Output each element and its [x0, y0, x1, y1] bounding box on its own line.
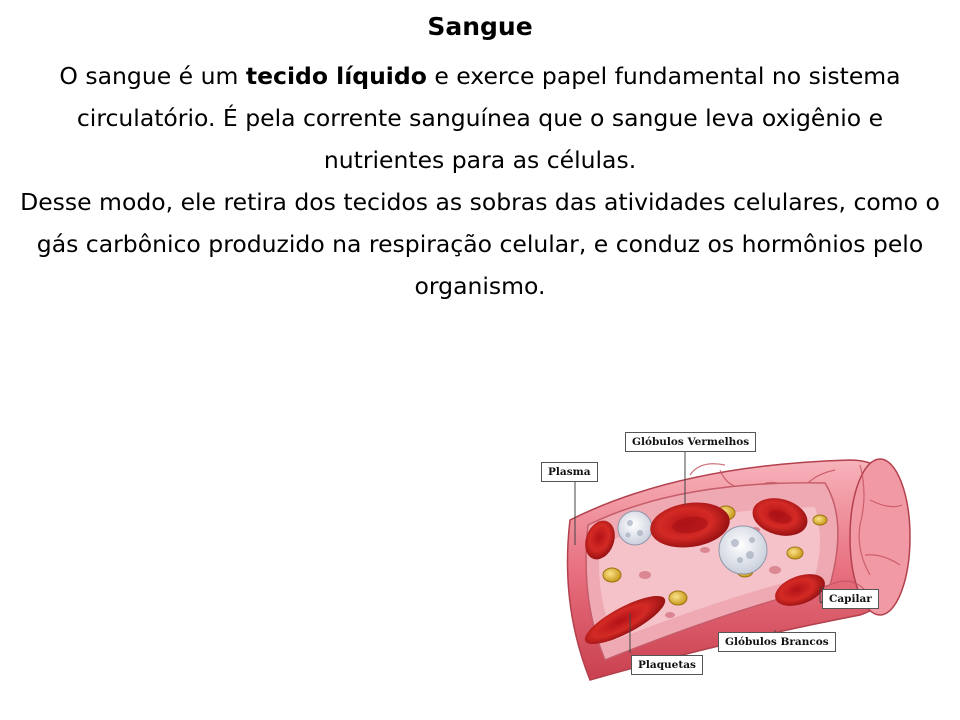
paragraph-1-bold: tecido líquido — [245, 62, 427, 90]
label-globulos-vermelhos: Glóbulos Vermelhos — [625, 432, 756, 452]
paragraph-1 — [20, 55, 940, 181]
paragraph-1-start: O sangue é um — [59, 62, 246, 90]
slide-title: Sangue — [427, 12, 533, 41]
paragraph-2: Desse modo, ele retira dos tecidos as sobras das atividades celulares, como o gás carbônico produzido na respiração celular, e conduz os hormônios pelo organismo. — [20, 188, 940, 300]
paragraph-1-end: e exerce papel fundamental no sistema circulatório. É pela corrente sanguínea que o sangue leva oxigênio e nutrientes para as células. — [76, 62, 901, 174]
blood-vessel-figure — [530, 425, 930, 690]
label-plasma: Plasma — [541, 462, 598, 482]
slide-body — [20, 55, 940, 307]
label-capilar: Capilar — [822, 589, 879, 609]
label-plaquetas: Plaquetas — [631, 655, 703, 675]
label-globulos-brancos: Glóbulos Brancos — [718, 632, 836, 652]
